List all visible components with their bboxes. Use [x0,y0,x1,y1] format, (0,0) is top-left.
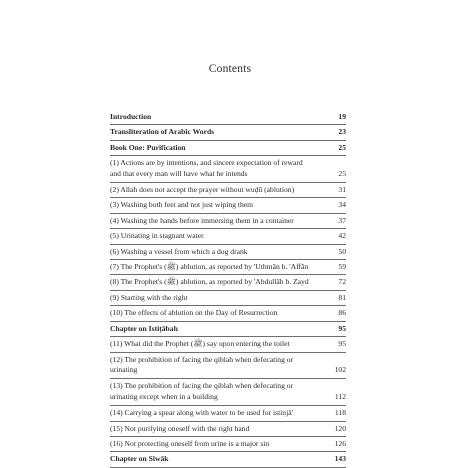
toc-entry-page: 120 [334,423,346,433]
toc-entry-label: (14) Carrying a spear along with water to be used for istinjā' [110,408,293,418]
toc-entry-page: 112 [334,391,346,401]
toc-entry-page: 25 [338,142,346,152]
toc-row [110,337,346,352]
toc-entry-label: (13) The prohibition of facing the qiblah when defecating or urinating except when in a building [110,381,294,401]
toc-entry-page: 50 [338,246,346,256]
toc-row [110,452,346,467]
toc-entry-label: (10) The effects of ablution on the Day of Resurrection [110,308,278,318]
toc-entry-page: 37 [338,215,346,225]
toc-entry-label: Introduction [110,112,152,121]
toc-entry-page: 143 [334,454,346,464]
toc-entry-label: (3) Washing both feet and not just wiping them [110,200,254,210]
toc-entry-page: 86 [338,308,346,318]
toc-row [110,353,346,380]
toc-entry-page: 72 [338,277,346,287]
toc-row [110,214,346,229]
toc-entry-label: (9) Starting with the right [110,292,188,302]
toc-entry-page: 102 [334,364,346,374]
toc-row [110,141,346,156]
toc-entry-label: (1) Actions are by intentions, and sincere expectation of reward and that every man will have what he intends [110,158,303,178]
toc-entry-label: (2) Allah does not accept the prayer without wuḍū (ablution) [110,185,295,195]
toc-entry-label: (8) The Prophet's (ﷺ) ablution, as reported by 'Abdullāh b. Zayd [110,277,309,287]
toc-row [110,156,346,183]
toc-entry-page: 118 [334,408,346,418]
toc-row [110,437,346,452]
toc-entry-page: 23 [338,127,346,137]
toc-row [110,110,346,125]
toc-entry-label: (16) Not protecting oneself from urine is a major sin [110,438,270,448]
toc-entry-label: (12) The prohibition of facing the qiblah when defecating or urinating [110,354,294,374]
toc-row [110,306,346,321]
toc-row [110,406,346,421]
toc-entry-page: 95 [338,323,346,333]
toc-entry-page: 31 [338,185,346,195]
toc-entry-label: (4) Washing the hands before immersing them in a container [110,215,294,225]
toc-entry-page: 19 [338,112,346,121]
toc-entry-page: 42 [338,231,346,241]
page-title: Contents [208,63,252,75]
toc-entry-page: 25 [338,168,346,178]
toc-row [110,422,346,437]
toc-entry-label: Chapter on Istiṭābah [110,323,178,333]
toc-row [110,125,346,140]
toc-entry-label: Transliteration of Arabic Words [110,127,215,137]
table-of-contents [110,110,346,468]
toc-entry-label: (11) What did the Prophet (ﷺ) say upon entering the toilet [110,339,290,349]
toc-row [110,229,346,244]
toc-entry-label: Book One: Purification [110,142,186,152]
toc-entry-label: (6) Washing a vessel from which a dog drank [110,246,248,256]
toc-row [110,245,346,260]
toc-row [110,322,346,337]
toc-row [110,379,346,406]
toc-entry-label: (7) The Prophet's (ﷺ) ablution, as reported by 'Uthmān b. 'Affān [110,262,309,272]
toc-entry-page: 126 [334,438,346,448]
toc-row [110,198,346,213]
toc-entry-label: (5) Urinating in stagnant water [110,231,204,241]
toc-entry-page: 59 [338,262,346,272]
toc-entry-page: 81 [338,292,346,302]
toc-row [110,291,346,306]
toc-entry-label: (15) Not purifying oneself with the right hand [110,423,250,433]
toc-row [110,260,346,275]
toc-entry-page: 95 [338,339,346,349]
toc-row [110,183,346,198]
toc-entry-page: 34 [338,200,346,210]
toc-row [110,275,346,290]
toc-entry-label: Chapter on Siwāk [110,454,169,464]
